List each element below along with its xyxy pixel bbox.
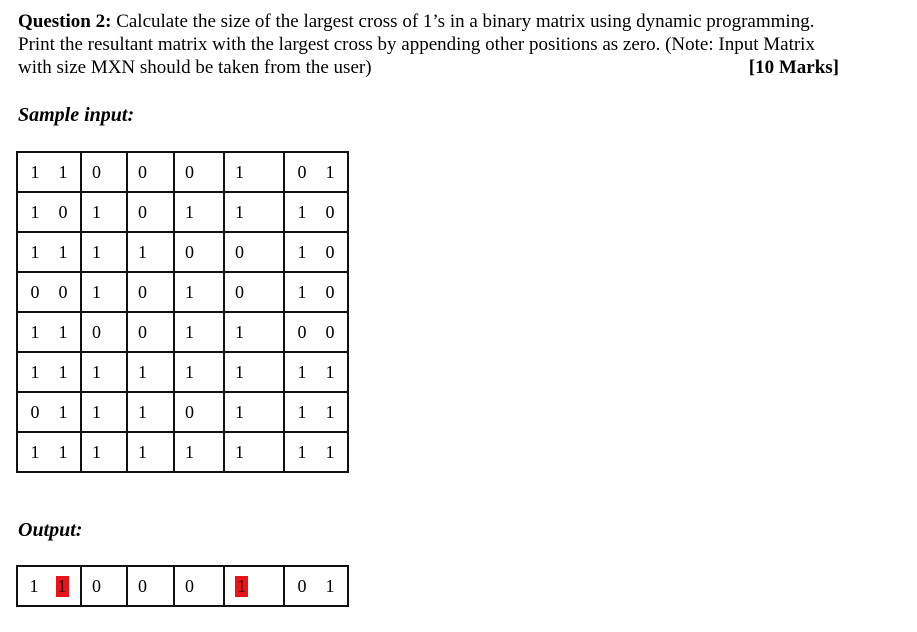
matrix-cell xyxy=(17,152,81,192)
matrix-value: 0 xyxy=(92,321,101,342)
matrix-cell xyxy=(17,352,81,392)
matrix-value: 0 xyxy=(325,201,335,222)
matrix-cell xyxy=(81,192,127,232)
matrix-cell xyxy=(17,272,81,312)
matrix-value: 1 xyxy=(58,361,68,382)
matrix-value: 1 xyxy=(30,201,40,222)
matrix-cell xyxy=(17,566,81,606)
matrix-cell xyxy=(284,392,348,432)
marks-label: [10 Marks] xyxy=(748,57,839,78)
matrix-value: 1 xyxy=(235,441,244,462)
matrix-value: 0 xyxy=(235,281,244,302)
matrix-value: 0 xyxy=(297,321,307,342)
matrix-cell xyxy=(284,232,348,272)
matrix-value: 0 xyxy=(325,281,335,302)
matrix-cell xyxy=(284,152,348,192)
matrix-value: 1 xyxy=(297,401,307,422)
matrix-value: 0 xyxy=(92,575,101,596)
matrix-value: 0 xyxy=(185,401,194,422)
matrix-cell xyxy=(127,392,174,432)
matrix-value: 1 xyxy=(235,161,244,182)
matrix-value: 1 xyxy=(235,321,244,342)
matrix-value: 1 xyxy=(235,401,244,422)
matrix-value: 1 xyxy=(325,441,335,462)
matrix-cell xyxy=(284,192,348,232)
matrix-cell xyxy=(224,272,284,312)
matrix-cell xyxy=(81,312,127,352)
matrix-row xyxy=(17,272,348,312)
matrix-cell xyxy=(81,232,127,272)
matrix-value: 0 xyxy=(138,201,147,222)
matrix-value: 0 xyxy=(138,281,147,302)
matrix-cell xyxy=(224,192,284,232)
matrix-cell xyxy=(224,152,284,192)
matrix-value: 0 xyxy=(185,161,194,182)
matrix-cell xyxy=(81,432,127,472)
matrix-row xyxy=(17,192,348,232)
matrix-value: 0 xyxy=(30,281,40,302)
matrix-value: 1 xyxy=(58,401,68,422)
matrix-value: 0 xyxy=(297,161,307,182)
matrix-value: 0 xyxy=(138,575,147,596)
matrix-cell xyxy=(174,192,224,232)
matrix-value: 1 xyxy=(297,361,307,382)
matrix-cell xyxy=(17,392,81,432)
matrix-cell xyxy=(284,432,348,472)
matrix-cell xyxy=(17,432,81,472)
matrix-cell xyxy=(174,566,224,606)
matrix-value: 1 xyxy=(185,201,194,222)
matrix-cell xyxy=(127,312,174,352)
matrix-value: 1 xyxy=(30,441,40,462)
matrix-value: 1 xyxy=(30,161,40,182)
matrix-cell xyxy=(284,312,348,352)
matrix-cell xyxy=(174,312,224,352)
matrix-row xyxy=(17,432,348,472)
matrix-value: 1 xyxy=(92,241,101,262)
question-line-3-text: with size MXN should be taken from the user) xyxy=(18,57,372,78)
question-line-1 xyxy=(18,10,896,33)
matrix-value: 1 xyxy=(92,401,101,422)
matrix-value: 1 xyxy=(235,361,244,382)
matrix-row xyxy=(17,566,348,606)
matrix-value: 0 xyxy=(185,241,194,262)
matrix-cell xyxy=(224,312,284,352)
matrix-cell xyxy=(127,232,174,272)
matrix-value: 0 xyxy=(185,575,194,596)
matrix-value: 1 xyxy=(325,401,335,422)
matrix-value: 1 xyxy=(138,241,147,262)
matrix-cell xyxy=(224,566,284,606)
question-text xyxy=(18,10,896,79)
matrix-value: 1 xyxy=(29,575,39,596)
matrix-cell xyxy=(17,232,81,272)
matrix-cell xyxy=(174,432,224,472)
matrix-value: 1 xyxy=(185,441,194,462)
matrix-value: 1 xyxy=(185,321,194,342)
matrix-value: 1 xyxy=(138,361,147,382)
matrix-cell xyxy=(81,392,127,432)
matrix-value: 1 xyxy=(138,441,147,462)
highlighted-value: 1 xyxy=(237,575,246,596)
matrix-value: 1 xyxy=(185,361,194,382)
output-label: Output: xyxy=(18,519,83,541)
question-line-1-text: Calculate the size of the largest cross of 1’s in a binary matrix using dynamic programming. xyxy=(111,11,815,32)
matrix-cell xyxy=(81,352,127,392)
matrix-value: 1 xyxy=(58,441,68,462)
matrix-cell xyxy=(127,352,174,392)
matrix-cell xyxy=(224,232,284,272)
matrix-cell xyxy=(284,566,348,606)
matrix-row xyxy=(17,152,348,192)
matrix-value: 1 xyxy=(92,201,101,222)
matrix-value: 0 xyxy=(297,575,307,596)
matrix-value: 1 xyxy=(58,161,68,182)
matrix-cell xyxy=(127,192,174,232)
matrix-value: 1 xyxy=(325,161,335,182)
matrix-cell xyxy=(174,352,224,392)
matrix-value: 1 xyxy=(58,321,68,342)
matrix-row xyxy=(17,312,348,352)
matrix-cell xyxy=(81,566,127,606)
matrix-value: 0 xyxy=(92,161,101,182)
matrix-value: 0 xyxy=(325,241,335,262)
matrix-value: 1 xyxy=(92,281,101,302)
question-line-3 xyxy=(18,56,896,79)
matrix-value: 0 xyxy=(138,321,147,342)
matrix-value: 0 xyxy=(58,281,68,302)
sample-input-matrix xyxy=(16,151,349,473)
matrix-cell xyxy=(174,272,224,312)
matrix-cell xyxy=(174,232,224,272)
matrix-value: 1 xyxy=(325,575,335,596)
matrix-cell xyxy=(224,392,284,432)
matrix-cell xyxy=(17,192,81,232)
matrix-cell xyxy=(174,392,224,432)
question-line-2: Print the resultant matrix with the largest cross by appending other positions as zero. (Note: Input Matrix xyxy=(18,34,815,55)
matrix-row xyxy=(17,232,348,272)
matrix-value: 1 xyxy=(325,361,335,382)
matrix-cell xyxy=(224,352,284,392)
matrix-cell xyxy=(127,152,174,192)
matrix-value: 1 xyxy=(297,281,307,302)
matrix-cell xyxy=(127,566,174,606)
matrix-value: 1 xyxy=(138,401,147,422)
matrix-cell xyxy=(127,272,174,312)
matrix-value: 1 xyxy=(297,201,307,222)
matrix-cell xyxy=(17,312,81,352)
matrix-value: 1 xyxy=(92,441,101,462)
matrix-value: 1 xyxy=(30,361,40,382)
matrix-value: 0 xyxy=(138,161,147,182)
highlighted-value: 1 xyxy=(57,575,67,596)
matrix-value: 1 xyxy=(297,241,307,262)
matrix-row xyxy=(17,392,348,432)
matrix-value: 0 xyxy=(58,201,68,222)
output-matrix xyxy=(16,565,349,607)
matrix-cell xyxy=(81,152,127,192)
matrix-value: 0 xyxy=(30,401,40,422)
matrix-value: 1 xyxy=(58,241,68,262)
matrix-value: 1 xyxy=(235,201,244,222)
matrix-value: 1 xyxy=(297,441,307,462)
matrix-cell xyxy=(284,272,348,312)
sample-input-label: Sample input: xyxy=(18,104,135,126)
matrix-value: 0 xyxy=(235,241,244,262)
matrix-cell xyxy=(284,352,348,392)
matrix-cell xyxy=(81,272,127,312)
matrix-row xyxy=(17,352,348,392)
matrix-value: 1 xyxy=(30,321,40,342)
matrix-value: 0 xyxy=(325,321,335,342)
matrix-cell xyxy=(224,432,284,472)
matrix-value: 1 xyxy=(92,361,101,382)
question-label: Question 2: xyxy=(18,11,112,32)
matrix-value: 1 xyxy=(185,281,194,302)
matrix-value: 1 xyxy=(30,241,40,262)
matrix-cell xyxy=(174,152,224,192)
matrix-cell xyxy=(127,432,174,472)
